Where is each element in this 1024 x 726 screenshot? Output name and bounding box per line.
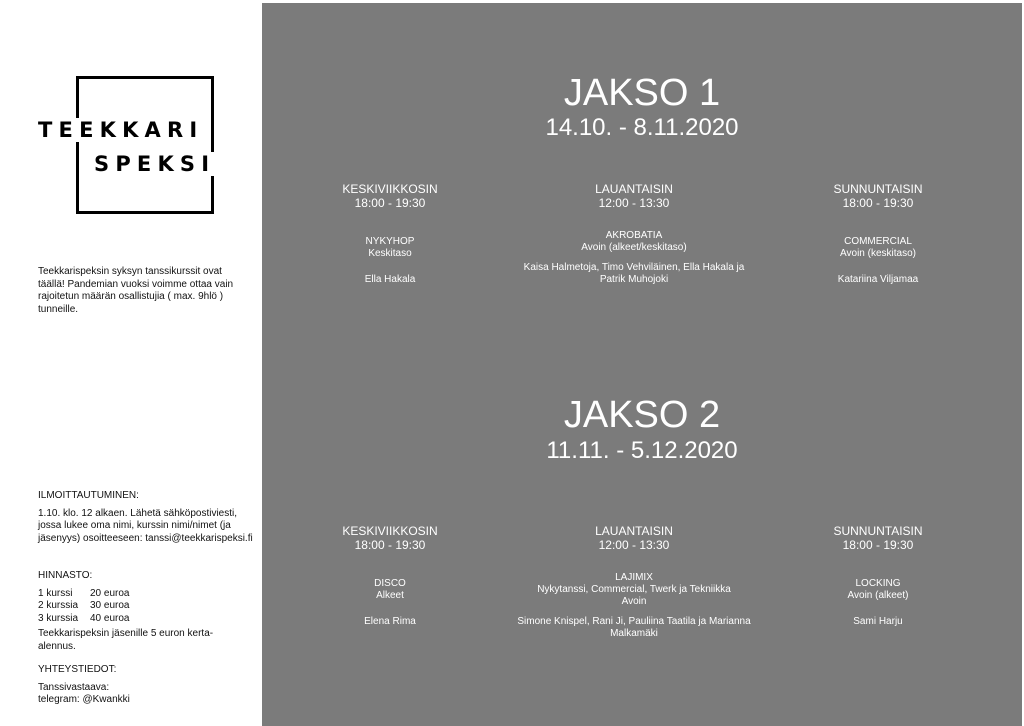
class-card [514, 524, 754, 640]
class-level: Avoin (alkeet/keskitaso) [581, 242, 687, 253]
price-label: 1 kurssi [38, 587, 73, 599]
class-name: NYKYHOP [365, 236, 415, 247]
period-2-dates: 11.11. - 5.12.2020 [546, 437, 738, 464]
price-label: 3 kurssia [38, 612, 79, 624]
class-name: LOCKING [855, 578, 901, 589]
logo-frame [76, 76, 214, 214]
contact-telegram: telegram: @Kwankki [38, 694, 130, 705]
signup-section [38, 490, 253, 545]
intro-text: Teekkarispeksin syksyn tanssikurssit ovat täällä! Pandemian vuoksi voimme ottaa vain rajoitetun määrän osallistujia ( max. 9hlö ) tunneille. [38, 266, 234, 315]
price-row [38, 588, 248, 601]
price-label: 2 kurssia [38, 600, 79, 611]
logo-line-2: SPEKSI [94, 152, 216, 176]
class-time: 12:00 - 13:30 [598, 196, 670, 210]
class-time: 18:00 - 19:30 [842, 196, 914, 210]
class-time: 18:00 - 19:30 [354, 196, 426, 210]
class-day: SUNNUNTAISIN [833, 524, 923, 538]
price-list [38, 570, 248, 653]
class-card [778, 524, 978, 628]
period-1-dates: 14.10. - 8.11.2020 [545, 114, 739, 141]
class-teachers: Katariina Viljamaa [837, 274, 919, 285]
price-row [38, 600, 248, 613]
class-teachers: Simone Knispel, Rani Ji, Pauliina Taatila ja Marianna Malkamäki [517, 616, 751, 639]
class-day: LAUANTAISIN [595, 182, 673, 196]
class-teachers: Elena Rima [364, 616, 416, 627]
contact-section [38, 664, 248, 707]
class-day: KESKIVIIKKOSIN [342, 524, 438, 538]
class-subtitle: Nykytanssi, Commercial, Twerk ja Tekniikka [537, 584, 731, 595]
signup-heading: ILMOITTAUTUMINEN: [38, 490, 139, 501]
class-teachers: Sami Harju [853, 616, 903, 627]
price-heading: HINNASTO: [38, 570, 93, 581]
price-row [38, 613, 248, 626]
period-1-title: JAKSO 1 [563, 72, 721, 114]
class-level: Alkeet [376, 590, 404, 601]
price-value: 20 euroa [90, 587, 130, 599]
teekkarispeksi-logo [36, 76, 220, 218]
class-card [290, 182, 490, 286]
info-sidebar [0, 0, 262, 726]
contact-heading: YHTEYSTIEDOT: [38, 664, 117, 675]
signup-text: 1.10. klo. 12 alkaen. Lähetä sähköpostiviesti, jossa lukee oma nimi, kurssin nimi/nimet (ja jäsenyys) osoitteeseen: tanssi@teekkarispeksi.fi [38, 507, 253, 544]
class-day: LAUANTAISIN [595, 524, 673, 538]
class-day: KESKIVIIKKOSIN [342, 182, 438, 196]
class-card [514, 182, 754, 286]
class-teachers: Ella Hakala [364, 274, 416, 285]
class-name: AKROBATIA [605, 230, 663, 241]
contact-role: Tanssivastaava: [38, 681, 110, 693]
class-name: DISCO [374, 578, 406, 589]
class-time: 12:00 - 13:30 [598, 538, 670, 552]
class-level: Avoin (keskitaso) [840, 248, 916, 259]
class-day: SUNNUNTAISIN [833, 182, 923, 196]
schedule-panel [262, 3, 1022, 726]
class-time: 18:00 - 19:30 [354, 538, 426, 552]
class-card [290, 524, 490, 628]
class-teachers: Kaisa Halmetoja, Timo Vehviläinen, Ella Hakala ja Patrik Muhojoki [523, 262, 745, 285]
class-level: Avoin [621, 596, 647, 607]
price-value: 40 euroa [90, 612, 130, 624]
class-card [778, 182, 978, 286]
class-name: LAJIMIX [615, 572, 653, 583]
class-level: Keskitaso [368, 248, 412, 259]
price-value: 30 euroa [90, 600, 130, 611]
member-discount-note: Teekkarispeksin jäsenille 5 euron kerta-alennus. [38, 628, 214, 652]
logo-line-1: TEEKKARI [38, 118, 204, 142]
class-time: 18:00 - 19:30 [842, 538, 914, 552]
class-level: Avoin (alkeet) [847, 590, 909, 601]
period-2-title: JAKSO 2 [563, 394, 721, 436]
class-name: COMMERCIAL [844, 236, 912, 247]
